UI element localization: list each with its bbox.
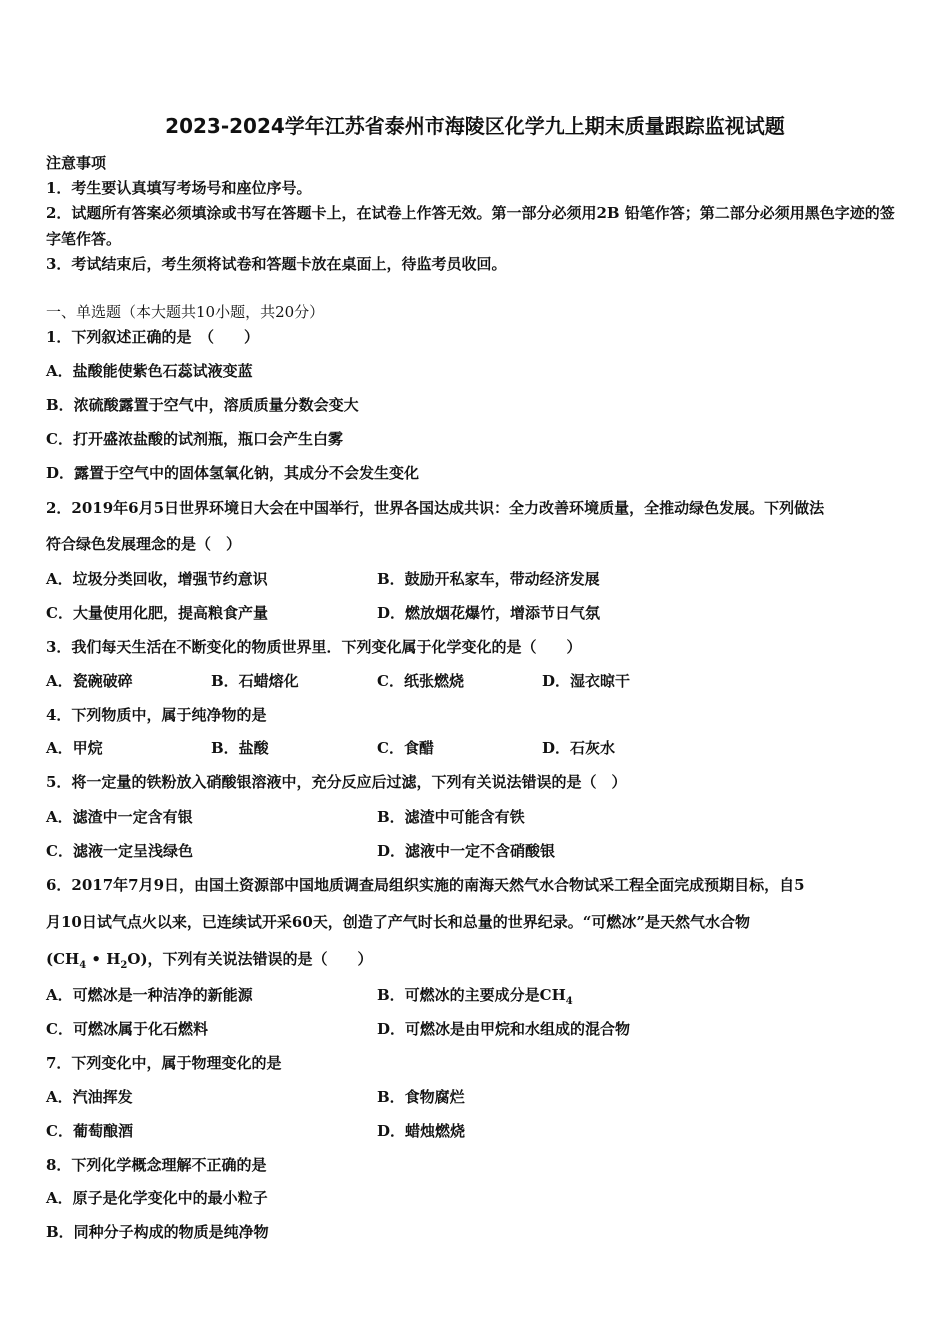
page-title: 2023-2024学年江苏省泰州市海陵区化学九上期末质量跟踪监视试题 (165, 114, 785, 138)
option-a: A．原子是化学变化中的最小粒子 (46, 1189, 268, 1207)
question-stem: 5．将一定量的铁粉放入硝酸银溶液中，充分反应后过滤，下列有关说法错误的是（ ） (46, 773, 627, 791)
option-c: C．滤液一定呈浅绿色 (46, 842, 193, 860)
option-a: A．甲烷 (46, 739, 103, 757)
option-a: A．汽油挥发 (46, 1088, 133, 1106)
question-stem: 6．2017年7月9日，由国土资源部中国地质调查局组织实施的南海天然气水合物试采工程全面完成预期目标，自5 (46, 876, 805, 894)
section-heading: 一、单选题（本大题共10小题，共20分） (46, 303, 325, 321)
question-stem: 1．下列叙述正确的是 （ ） (46, 328, 259, 346)
option-d: D．露置于空气中的固体氢氧化钠，其成分不会发生变化 (46, 464, 420, 482)
note-item: 3．考试结束后，考生须将试卷和答题卡放在桌面上，待监考员收回。 (46, 255, 507, 273)
option-d: D．石灰水 (542, 739, 616, 757)
option-a: A．瓷碗破碎 (46, 672, 133, 690)
option-d: D．蜡烛燃烧 (377, 1122, 466, 1140)
option-c: C．葡萄酿酒 (46, 1122, 133, 1140)
option-b: B．盐酸 (211, 739, 269, 757)
question-stem: 3．我们每天生活在不断变化的物质世界里．下列变化属于化学变化的是（ ） (46, 638, 582, 656)
question-stem: ($CH_4$ • $H_2O$)，下列有关说法错误的是（ ） (46, 950, 373, 971)
option-c: C．纸张燃烧 (377, 672, 464, 690)
question-stem: 2．2019年6月5日世界环境日大会在中国举行，世界各国达成共识：全力改善环境质量，全推动绿色发展。下列做法 (46, 499, 825, 517)
option-b: B．浓硫酸露置于空气中，溶质质量分数会变大 (46, 396, 359, 414)
option-c: C．大量使用化肥，提高粮食产量 (46, 604, 268, 622)
option-b: B．石蜡熔化 (211, 672, 299, 690)
option-c: C．食醋 (377, 739, 434, 757)
question-stem: 7．下列变化中，属于物理变化的是 (46, 1054, 282, 1072)
question-stem: 符合绿色发展理念的是（ ） (46, 535, 242, 553)
notes-heading: 注意事项 (46, 154, 107, 172)
option-b: B．鼓励开私家车，带动经济发展 (377, 570, 600, 588)
option-b: B．滤渣中可能含有铁 (377, 808, 525, 826)
question-stem: 8．下列化学概念理解不正确的是 (46, 1156, 267, 1174)
option-b: B．同种分子构成的物质是纯净物 (46, 1223, 269, 1241)
option-c: C．打开盛浓盐酸的试剂瓶，瓶口会产生白雾 (46, 430, 343, 448)
option-d: D．燃放烟花爆竹，增添节日气氛 (377, 604, 601, 622)
option-d: D．滤液中一定不含硝酸银 (377, 842, 556, 860)
option-d: D．湿衣晾干 (542, 672, 631, 690)
option-a: A．垃圾分类回收，增强节约意识 (46, 570, 268, 588)
option-a: A．盐酸能使紫色石蕊试液变蓝 (46, 362, 253, 380)
option-b: B．食物腐烂 (377, 1088, 465, 1106)
option-d: D．可燃冰是由甲烷和水组成的混合物 (377, 1020, 631, 1038)
option-b: B．可燃冰的主要成分是$CH_4$ (377, 986, 573, 1007)
option-a: A．可燃冰是一种洁净的新能源 (46, 986, 253, 1004)
option-a: A．滤渣中一定含有银 (46, 808, 193, 826)
option-c: C．可燃冰属于化石燃料 (46, 1020, 208, 1038)
question-stem: 月10日试气点火以来，已连续试开采60天，创造了产气时长和总量的世界纪录。“可燃冰”是天然气水合物 (46, 913, 751, 931)
question-stem: 4．下列物质中，属于纯净物的是 (46, 706, 267, 724)
note-item: 2．试题所有答案必须填涂或书写在答题卡上，在试卷上作答无效。第一部分必须用2B 铅笔作答；第二部分必须用黑色字迹的签字笔作答。 (46, 204, 895, 248)
note-item: 1．考生要认真填写考场号和座位序号。 (46, 179, 312, 197)
